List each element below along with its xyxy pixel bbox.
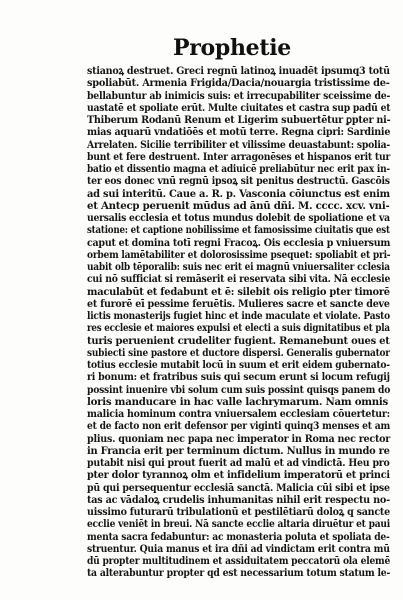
text-line: uabit olb tēporalib: suis nec erit ei magnū vniuersaliter cclesia (87, 261, 390, 273)
text-line: struentur. Quia manus et ira dñi ad vindictam erit contra mū (87, 542, 390, 555)
text-line: uissimo futurarū tribulationū et pestilētiarū doloꝝ q sancte (87, 506, 390, 518)
text-line: et furorē eī pessime feruētis. Mulieres sacre et sancte deve (87, 297, 390, 310)
text-line: maculabūt et fedabunt et ē: silebit ois religio pter timorē (87, 285, 390, 298)
text-line: cui nō sufficiat si remāserit ei reservata sibi vita. Nā ecclesie (87, 273, 391, 286)
page-header (0, 36, 403, 62)
text-line: lictis monasterijs fugiet hinc et inde maculate et violate. Pasto (87, 310, 390, 322)
text-line: ad sui interitū. Caue a. R. p. Vasconia cōiunctus est enim (87, 187, 390, 200)
text-line: Arrelaten. Sicilie terribiliter et vilissime deuastabunt: spolia- (87, 138, 390, 151)
text-line: batio et dissentio magna et adiuicē preliabūtur nec erit pax in- (87, 163, 390, 175)
text-line: uersalis ecclesia et totus mundus dolebit de spoliatione et va (87, 212, 390, 224)
text-line: bellabuntur ab inimicis suis: et irrecupabiliter sceissime de- (87, 89, 391, 102)
text-line: malicia hominum contra vniuersalem ecclesiam cōuertetur: (87, 408, 390, 420)
text-line: putabit nisi qui prout fuerit ad malū et ad vindictā. Heu pro (87, 457, 390, 469)
text-line: ter eos donec vnū regnū ipsoꝝ sit penitus destructū. Gascōis (87, 175, 390, 188)
text-line: dū propter multitudinem et assiduitatem peccatorū ola elemē (87, 555, 391, 567)
body-text (87, 65, 390, 580)
text-line: mias aquarū vndatiōēs et motū terre. Regna cipri: Sardinie (87, 126, 391, 139)
text-line: plius. quoniam nec papa nec imperator in Roma nec rector (87, 432, 391, 445)
text-line: ta alterabuntur propter qd est necessarium totum statum le- (87, 567, 391, 580)
text-line: possint inuenire vbi solum cum suis possint quisqs panem do (87, 383, 391, 396)
text-line: in Francia erit per terminum dictum. Nullus in mundo re (87, 444, 390, 457)
text-line: pū qui persequentur ecclesiā sanctā. Malicia cūi sibi et ipse (87, 481, 390, 494)
text-line: menta sacra fedabuntur: ac monasteria poluta et spoliata de- (87, 530, 390, 543)
text-line: orbem lamētabiliter et dolorosissime psequet: spoliabit et pri- (87, 248, 391, 261)
text-line: uastatē et spoliate erūt. Multe ciuitates et castra sup padū et (87, 101, 391, 114)
text-line: bunt et fere destruent. Inter arragonēses et hispanos erit tur (87, 150, 391, 163)
text-line: ecclie veniēt in breui. Nā sancte ecclie altaria diruētur et paui (87, 518, 390, 531)
text-line: et Antecp peruenit mūdus ad ānū dñi. M. cccc. xcv. vni- (87, 199, 390, 212)
text-line: subiecti sine pastore et ductore dispersi. Generalis gubernator (87, 346, 390, 359)
text-line: loris manducare in hac valle lachrymarum. Nam omnis (87, 395, 389, 408)
text-line: et de facto non erit defensor per viginti quinq3 menses et am (87, 420, 390, 433)
text-line: pter dolor tyrannoꝝ olm et infidelium imperatorū et princi (87, 469, 390, 482)
text-line: totius ecclesie mutabit locū in suum et erit eidem gubernato- (87, 359, 390, 371)
text-line: ri bonum: et fratribus suis qui secum erunt si locum refugij (87, 371, 390, 384)
text-line: statione: et captione nobilissime et famosissime ciuitatis que est (87, 224, 390, 237)
text-line: caput et domina totī regni Fracoꝝ. Ois ecclesia p vniuersum (87, 236, 391, 249)
text-line: spoliabūt. Armenia Frigida/Dacia/nouargia tristissime de- (87, 77, 390, 90)
text-line: turis peruenient crudeliter fugient. Remanebunt oues et (87, 334, 390, 347)
running-title: Prophetie (173, 35, 291, 61)
text-line: stianoꝝ destruet. Greci regnū latinoꝝ inuadēt ipsumq3 totū (87, 65, 390, 77)
text-line: res ecclesie et maiores expulsi et electi a suis dignitatibus et pla (87, 322, 390, 335)
text-line: tas ac vādaloꝝ crudelis inhumanitas nihil erit respectu no- (87, 493, 390, 506)
text-line: Thiberum Rodanū Renum et Ligerim subuertētur ꝑpter ni- (87, 114, 391, 126)
